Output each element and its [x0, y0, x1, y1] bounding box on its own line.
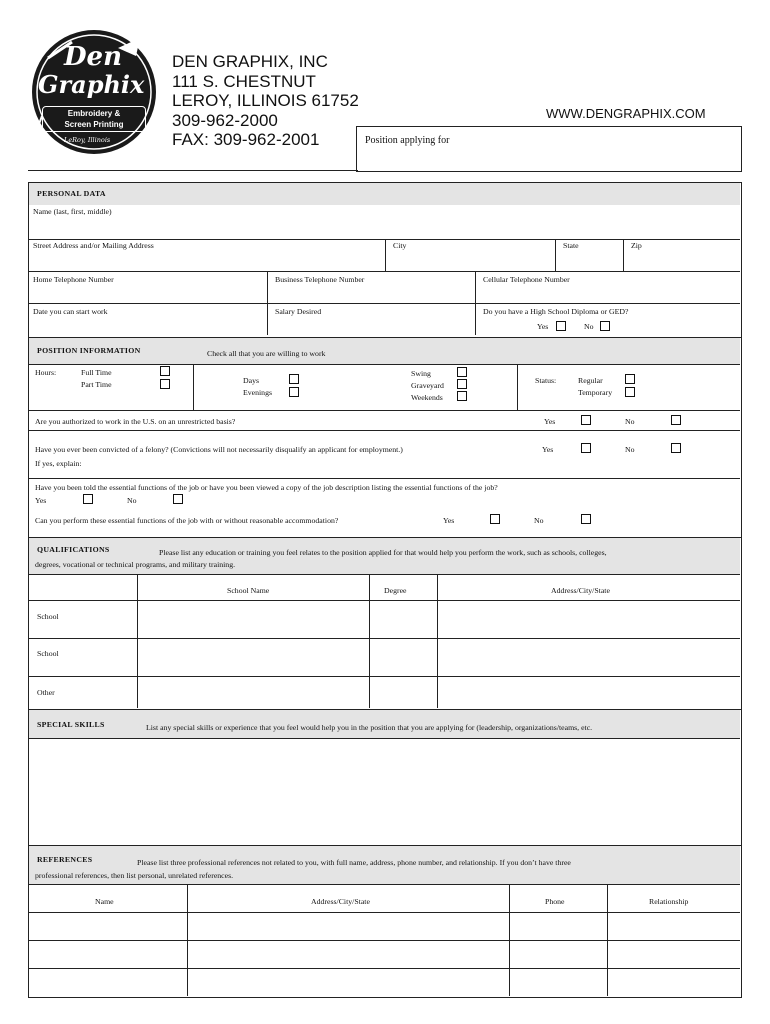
col-ref-name: Name — [95, 897, 114, 906]
zip-label: Zip — [631, 241, 642, 250]
company-phone: 309-962-2000 — [172, 110, 278, 130]
company-logo — [28, 28, 160, 156]
divider — [29, 303, 740, 304]
divider — [517, 364, 518, 410]
told-yes-label: Yes — [35, 496, 47, 505]
full-time-label: Full Time — [81, 368, 112, 377]
company-fax: FAX: 309-962-2001 — [172, 130, 320, 149]
header-divider — [28, 170, 358, 171]
divider — [29, 884, 740, 885]
qualifications-title: QUALIFICATIONS — [37, 545, 110, 554]
home-phone-label: Home Telephone Number — [33, 275, 114, 284]
divider — [385, 239, 386, 271]
told-question: Have you been told the essential functions of the job or have you been viewed a copy of the job description listing the essential functions of the job? — [35, 483, 498, 492]
divider — [29, 430, 740, 431]
company-address — [172, 52, 359, 150]
divider — [623, 239, 624, 271]
weekends-checkbox[interactable] — [457, 391, 467, 401]
business-phone-label: Business Telephone Number — [275, 275, 365, 284]
col-school-name: School Name — [227, 586, 270, 595]
days-checkbox[interactable] — [289, 374, 299, 384]
part-time-checkbox[interactable] — [160, 379, 170, 389]
told-yes-checkbox[interactable] — [83, 494, 93, 504]
col-ref-phone: Phone — [545, 897, 565, 906]
name-label: Name (last, first, middle) — [33, 207, 112, 216]
regular-checkbox[interactable] — [625, 374, 635, 384]
skills-title: SPECIAL SKILLS — [37, 720, 105, 729]
reference-row[interactable] — [29, 969, 740, 995]
felony-yes-label: Yes — [542, 445, 554, 454]
company-street: 111 S. CHESTNUT — [172, 71, 316, 91]
logo-banner-line2: Screen Printing — [64, 120, 124, 129]
skills-section — [28, 710, 742, 846]
swing-checkbox[interactable] — [457, 367, 467, 377]
col-ref-address: Address/City/State — [311, 897, 370, 906]
city-label: City — [393, 241, 407, 250]
told-no-checkbox[interactable] — [173, 494, 183, 504]
personal-data-section — [28, 182, 742, 338]
reference-row[interactable] — [29, 913, 740, 940]
evenings-label: Evenings — [243, 388, 273, 397]
told-no-label: No — [127, 496, 137, 505]
authorized-question: Are you authorized to work in the U.S. on an unrestricted basis? — [35, 417, 236, 426]
authorized-yes-label: Yes — [544, 417, 556, 426]
divider — [29, 410, 740, 411]
perform-no-label: No — [534, 516, 544, 525]
school-1-entry[interactable] — [138, 601, 739, 637]
diploma-no-checkbox[interactable] — [600, 321, 610, 331]
divider — [29, 364, 740, 365]
authorized-no-checkbox[interactable] — [671, 415, 681, 425]
weekends-label: Weekends — [411, 393, 443, 402]
references-section — [28, 846, 742, 998]
divider — [193, 364, 194, 410]
diploma-question: Do you have a High School Diploma or GED? — [483, 307, 629, 316]
position-subtitle: Check all that you are willing to work — [207, 349, 326, 358]
logo-tagline: LeRoy, Illinois — [64, 136, 111, 144]
temporary-label: Temporary — [578, 388, 613, 397]
col-ref-relationship: Relationship — [649, 897, 689, 906]
qualifications-section — [28, 538, 742, 710]
col-degree: Degree — [384, 586, 407, 595]
position-applying-field[interactable] — [356, 126, 742, 172]
salary-label: Salary Desired — [275, 307, 322, 316]
qualifications-instructions-2: degrees, vocational or technical programs, and military training. — [35, 560, 236, 569]
row-label-school-2: School — [37, 649, 59, 658]
divider — [29, 271, 740, 272]
felony-question: Have you ever been convicted of a felony? (Convictions will not necessarily disqualify an applicant for employment.) — [35, 445, 403, 454]
col-address: Address/City/State — [551, 586, 610, 595]
temporary-checkbox[interactable] — [625, 387, 635, 397]
name-field[interactable] — [29, 205, 740, 239]
felony-no-checkbox[interactable] — [671, 443, 681, 453]
position-title: POSITION INFORMATION — [37, 346, 141, 355]
hours-label: Hours: — [35, 368, 57, 377]
explain-label: If yes, explain: — [35, 459, 82, 468]
swing-label: Swing — [411, 369, 431, 378]
school-2-entry[interactable] — [138, 639, 739, 675]
diploma-yes-checkbox[interactable] — [556, 321, 566, 331]
company-name: DEN GRAPHIX, INC — [172, 52, 328, 71]
row-label-other: Other — [37, 688, 55, 697]
diploma-yes-label: Yes — [537, 322, 549, 331]
perform-yes-label: Yes — [443, 516, 455, 525]
logo-banner — [42, 106, 146, 132]
skills-instructions: List any special skills or experience that you feel would help you in the position that you are applying for (leadership, organizations/teams, etc. — [146, 723, 593, 732]
perform-question: Can you perform these essential functions of the job with or without reasonable accommodation? — [35, 516, 339, 525]
authorized-yes-checkbox[interactable] — [581, 415, 591, 425]
row-label-school-1: School — [37, 612, 59, 621]
divider — [555, 239, 556, 271]
status-label: Status: — [535, 376, 557, 385]
personal-data-title: PERSONAL DATA — [37, 189, 106, 198]
felony-yes-checkbox[interactable] — [581, 443, 591, 453]
state-label: State — [563, 241, 579, 250]
start-date-label: Date you can start work — [33, 307, 108, 316]
logo-banner-line1: Embroidery & — [67, 109, 121, 118]
street-label: Street Address and/or Mailing Address — [33, 241, 154, 250]
references-instructions-2: professional references, then list personal, unrelated references. — [35, 871, 234, 880]
company-website: WWW.DENGRAPHIX.COM — [546, 106, 706, 121]
authorized-no-label: No — [625, 417, 635, 426]
graveyard-label: Graveyard — [411, 381, 444, 390]
logo-line1: Den — [64, 42, 122, 72]
full-time-checkbox[interactable] — [160, 366, 170, 376]
diploma-no-label: No — [584, 322, 594, 331]
cell-phone-label: Cellular Telephone Number — [483, 275, 570, 284]
regular-label: Regular — [578, 376, 603, 385]
perform-yes-checkbox[interactable] — [490, 514, 500, 524]
divider — [29, 574, 740, 575]
felony-no-label: No — [625, 445, 635, 454]
part-time-label: Part Time — [81, 380, 112, 389]
references-instructions: Please list three professional references not related to you, with full name, address, phone number, and relationship. If you don’t have three — [137, 858, 571, 867]
days-label: Days — [243, 376, 260, 385]
perform-no-checkbox[interactable] — [581, 514, 591, 524]
other-entry[interactable] — [138, 677, 739, 707]
reference-row[interactable] — [29, 941, 740, 968]
references-title: REFERENCES — [37, 855, 93, 864]
position-applying-label: Position applying for — [365, 135, 450, 146]
qualifications-instructions: Please list any education or training you feel relates to the position applied for that would help you perform the work, such as schools, colleges, — [159, 548, 607, 557]
company-city-state: LEROY, ILLINOIS 61752 — [172, 91, 359, 110]
graveyard-checkbox[interactable] — [457, 379, 467, 389]
position-section — [28, 338, 742, 538]
evenings-checkbox[interactable] — [289, 387, 299, 397]
personal-data-header — [29, 183, 740, 205]
divider — [29, 478, 740, 479]
logo-line2: Graphix — [38, 70, 145, 99]
skills-textarea[interactable] — [29, 739, 740, 843]
